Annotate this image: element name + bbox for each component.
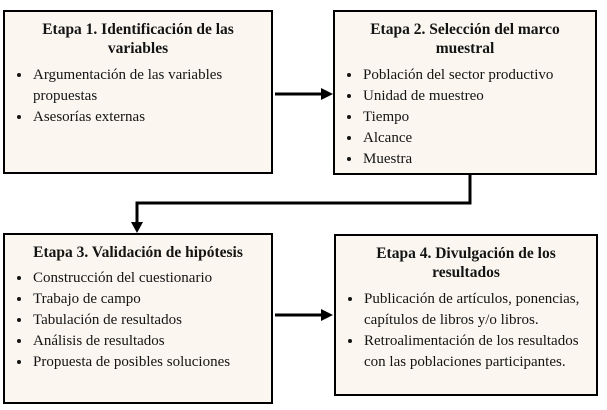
stage-items-etapa-1 xyxy=(5,65,271,128)
list-item: • Análisis de resultados xyxy=(32,331,263,352)
list-item: • Muestra xyxy=(362,149,587,170)
stage-box-etapa-2 xyxy=(333,10,597,175)
list-item: • Alcance xyxy=(362,128,587,149)
list-item: • Propuesta de posibles soluciones xyxy=(32,352,263,373)
arrow-etapa1-to-etapa2 xyxy=(275,88,333,100)
stage-title-etapa-1: Etapa 1. Identificación de las variables xyxy=(42,21,234,58)
stage-title-etapa-4: Etapa 4. Divulgación de los resultados xyxy=(376,245,556,282)
stage-items-etapa-2 xyxy=(335,65,595,170)
list-item: • Población del sector productivo xyxy=(362,65,587,86)
list-item: • Publicación de artículos, ponencias, capítulos de libros y/o libros. xyxy=(363,289,588,331)
list-item: • Tiempo xyxy=(362,107,587,128)
list-item: • Construcción del cuestionario xyxy=(32,268,263,289)
list-item: • Unidad de muestreo xyxy=(362,86,587,107)
stage-title-etapa-3: Etapa 3. Validación de hipótesis xyxy=(33,244,243,261)
stage-items-etapa-3 xyxy=(5,268,271,373)
arrow-etapa3-to-etapa4 xyxy=(275,309,333,321)
stage-box-etapa-1 xyxy=(3,10,273,174)
stage-box-etapa-4 xyxy=(334,234,598,396)
stage-items-etapa-4 xyxy=(336,289,596,373)
list-item: • Tabulación de resultados xyxy=(32,310,263,331)
stage-title-etapa-2: Etapa 2. Selección del marco muestral xyxy=(370,21,560,58)
list-item: • Retroalimentación de los resultados con las poblaciones participantes. xyxy=(363,331,588,373)
list-item: • Asesorías externas xyxy=(32,107,263,128)
list-item: • Trabajo de campo xyxy=(32,289,263,310)
stage-box-etapa-3 xyxy=(3,233,273,404)
list-item: • Argumentación de las variables propuestas xyxy=(32,65,263,107)
arrow-etapa2-to-etapa3 xyxy=(131,175,470,233)
